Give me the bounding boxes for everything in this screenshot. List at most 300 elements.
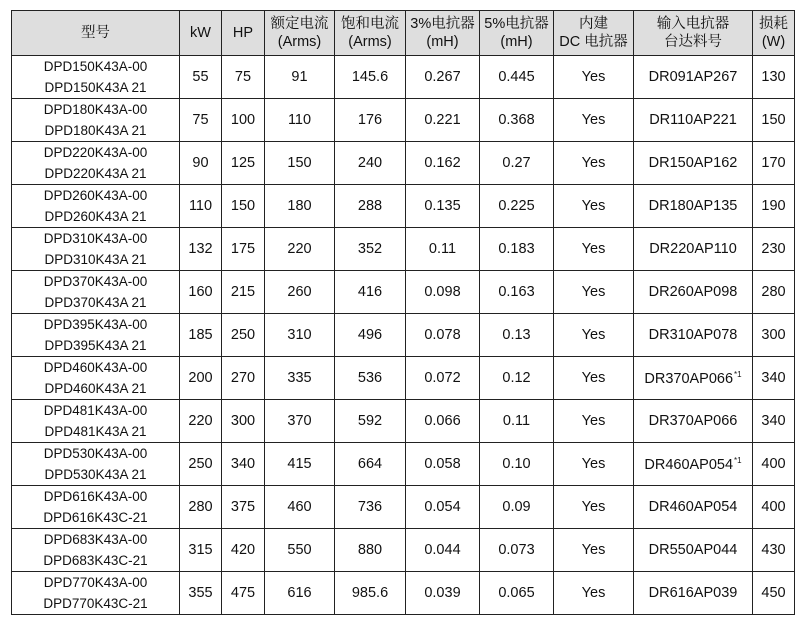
- cell-hp-value: 75: [234, 69, 252, 85]
- cell-kw-value: 110: [188, 198, 213, 214]
- cell-rated-current: [265, 99, 335, 142]
- cell-3pct-reactor-value: 0.11: [428, 241, 457, 257]
- cell-kw-value: 132: [188, 241, 213, 257]
- cell-loss: [753, 56, 795, 99]
- model-number: DPD150K43A 21: [44, 80, 147, 95]
- cell-builtin-dc: [554, 228, 634, 271]
- cell-rated-current-value: 110: [287, 112, 312, 128]
- header-text-line: 额定电流: [270, 16, 329, 32]
- cell-builtin-dc: [554, 185, 634, 228]
- cell-3pct-reactor-value: 0.135: [424, 198, 461, 214]
- header-kw: [180, 11, 222, 56]
- cell-part-number: [634, 185, 753, 228]
- cell-part-number: [634, 486, 753, 529]
- cell-3pct-reactor: [406, 314, 480, 357]
- cell-builtin-dc-value: Yes: [581, 198, 606, 214]
- cell-builtin-dc: [554, 142, 634, 185]
- cell-loss: [753, 529, 795, 572]
- cell-saturation-current-value: 496: [357, 327, 383, 343]
- cell-part-number-value: DR091AP267: [648, 69, 738, 85]
- cell-loss-value: 450: [761, 585, 786, 601]
- cell-hp: [222, 572, 265, 615]
- cell-model: [12, 572, 180, 615]
- cell-kw-value: 75: [192, 112, 209, 128]
- cell-model: [12, 529, 180, 572]
- cell-kw-value: 315: [188, 542, 213, 558]
- cell-saturation-current-value: 592: [357, 413, 383, 429]
- cell-saturation-current: [335, 400, 406, 443]
- model-number: DPD370K43A 21: [44, 295, 147, 310]
- cell-part-number-value: DR310AP078: [648, 327, 738, 343]
- model-number: DPD683K43A-00: [43, 532, 148, 547]
- cell-kw: [180, 443, 222, 486]
- cell-loss-value: 130: [761, 69, 786, 85]
- cell-hp-value: 300: [230, 413, 256, 429]
- model-number: DPD616K43A-00: [43, 489, 148, 504]
- cell-model: [12, 486, 180, 529]
- header-row: [12, 11, 795, 56]
- cell-kw-value: 220: [188, 413, 213, 429]
- cell-model: [12, 99, 180, 142]
- cell-5pct-reactor-value: 0.09: [502, 499, 531, 515]
- cell-3pct-reactor: [406, 56, 480, 99]
- header-text-line: DC 电抗器: [559, 34, 628, 50]
- cell-saturation-current: [335, 56, 406, 99]
- table-row: [12, 56, 795, 99]
- cell-saturation-current-value: 536: [357, 370, 383, 386]
- cell-saturation-current-value: 288: [357, 198, 383, 214]
- cell-kw-value: 280: [188, 499, 213, 515]
- cell-kw-value: 200: [188, 370, 213, 386]
- cell-saturation-current-value: 176: [357, 112, 383, 128]
- cell-builtin-dc-value: Yes: [581, 370, 606, 386]
- cell-hp: [222, 529, 265, 572]
- cell-kw-value: 355: [188, 585, 213, 601]
- cell-5pct-reactor-value: 0.27: [502, 155, 531, 171]
- model-number: DPD310K43A 21: [44, 252, 147, 267]
- cell-3pct-reactor-value: 0.098: [424, 284, 461, 300]
- model-number: DPD180K43A 21: [44, 123, 147, 138]
- cell-model: [12, 400, 180, 443]
- cell-part-number: [634, 271, 753, 314]
- cell-3pct-reactor-value: 0.039: [424, 585, 461, 601]
- model-number: DPD530K43A 21: [44, 467, 147, 482]
- cell-rated-current-value: 310: [287, 327, 312, 343]
- cell-saturation-current-value: 664: [357, 456, 383, 472]
- cell-kw: [180, 99, 222, 142]
- cell-builtin-dc: [554, 529, 634, 572]
- cell-loss-value: 230: [761, 241, 786, 257]
- cell-hp: [222, 314, 265, 357]
- cell-builtin-dc-value: Yes: [581, 499, 606, 515]
- cell-part-number-value: DR460AP054: [648, 499, 738, 515]
- cell-rated-current: [265, 443, 335, 486]
- model-number: DPD460K43A 21: [44, 381, 147, 396]
- header-text-line: 内建: [579, 16, 608, 32]
- cell-builtin-dc-value: Yes: [581, 456, 606, 472]
- cell-5pct-reactor: [480, 529, 554, 572]
- cell-saturation-current: [335, 185, 406, 228]
- cell-part-number-value: DR616AP039: [648, 585, 738, 601]
- cell-3pct-reactor: [406, 99, 480, 142]
- cell-rated-current-value: 150: [287, 155, 312, 171]
- cell-hp: [222, 185, 265, 228]
- reactor-spec-table: [11, 10, 795, 615]
- cell-3pct-reactor-value: 0.058: [424, 456, 461, 472]
- cell-saturation-current-value: 240: [357, 155, 383, 171]
- table-row: [12, 314, 795, 357]
- cell-saturation-current: [335, 271, 406, 314]
- cell-hp: [222, 443, 265, 486]
- table-row: [12, 443, 795, 486]
- cell-part-number-value: DR150AP162: [648, 155, 738, 171]
- cell-5pct-reactor: [480, 443, 554, 486]
- cell-hp-value: 375: [230, 499, 256, 515]
- cell-rated-current: [265, 185, 335, 228]
- cell-hp-value: 250: [230, 327, 256, 343]
- cell-part-number-value: DR370AP066: [648, 413, 738, 429]
- cell-loss: [753, 572, 795, 615]
- header-text-line: 5%电抗器: [484, 16, 549, 32]
- cell-5pct-reactor: [480, 228, 554, 271]
- cell-kw: [180, 486, 222, 529]
- header-builtin-dc-reactor: [554, 11, 634, 56]
- header-input-reactor-part: [634, 11, 753, 56]
- cell-part-number: [634, 400, 753, 443]
- cell-rated-current-value: 335: [287, 370, 312, 386]
- cell-rated-current: [265, 486, 335, 529]
- cell-rated-current: [265, 142, 335, 185]
- cell-rated-current: [265, 56, 335, 99]
- cell-saturation-current: [335, 142, 406, 185]
- cell-saturation-current-value: 416: [357, 284, 383, 300]
- cell-builtin-dc: [554, 99, 634, 142]
- cell-loss-value: 400: [761, 499, 786, 515]
- cell-saturation-current: [335, 357, 406, 400]
- header-text-line: 饱和电流: [341, 16, 399, 32]
- table-row: [12, 486, 795, 529]
- header-text-line: 型号: [81, 25, 110, 41]
- cell-rated-current: [265, 271, 335, 314]
- cell-hp-value: 125: [230, 155, 256, 171]
- cell-model: [12, 228, 180, 271]
- header-text-line: 输入电抗器: [656, 16, 730, 32]
- cell-model: [12, 56, 180, 99]
- cell-saturation-current: [335, 486, 406, 529]
- cell-5pct-reactor-value: 0.183: [498, 241, 535, 257]
- cell-3pct-reactor: [406, 271, 480, 314]
- cell-3pct-reactor-value: 0.221: [424, 112, 461, 128]
- table-row: [12, 357, 795, 400]
- table-row: [12, 185, 795, 228]
- cell-saturation-current-value: 145.6: [351, 69, 389, 85]
- cell-rated-current: [265, 228, 335, 271]
- model-number: DPD220K43A-00: [43, 145, 148, 160]
- cell-hp: [222, 56, 265, 99]
- cell-rated-current-value: 460: [287, 499, 312, 515]
- cell-5pct-reactor: [480, 572, 554, 615]
- cell-3pct-reactor: [406, 142, 480, 185]
- model-number: DPD260K43A 21: [44, 209, 147, 224]
- cell-kw: [180, 529, 222, 572]
- cell-loss-value: 340: [761, 413, 786, 429]
- table-row: [12, 572, 795, 615]
- cell-5pct-reactor: [480, 185, 554, 228]
- cell-hp-value: 100: [230, 112, 256, 128]
- cell-rated-current: [265, 314, 335, 357]
- cell-loss-value: 430: [761, 542, 786, 558]
- cell-builtin-dc: [554, 56, 634, 99]
- cell-part-number: [634, 228, 753, 271]
- cell-loss: [753, 443, 795, 486]
- cell-rated-current-value: 220: [287, 241, 312, 257]
- header-text-line: (Arms): [348, 34, 392, 50]
- cell-5pct-reactor-value: 0.073: [498, 542, 535, 558]
- cell-hp-value: 270: [230, 370, 256, 386]
- cell-builtin-dc-value: Yes: [581, 241, 606, 257]
- header-text-line: (mH): [426, 34, 459, 50]
- cell-part-number: [634, 357, 753, 400]
- cell-model: [12, 357, 180, 400]
- cell-3pct-reactor-value: 0.072: [424, 370, 461, 386]
- cell-saturation-current: [335, 443, 406, 486]
- header-text-line: (W): [761, 34, 786, 50]
- header-text-line: HP: [232, 25, 254, 41]
- header-hp: [222, 11, 265, 56]
- cell-hp: [222, 486, 265, 529]
- cell-model: [12, 185, 180, 228]
- cell-part-number-value: DR260AP098: [648, 284, 738, 300]
- cell-kw: [180, 400, 222, 443]
- header-text-line: (Arms): [277, 34, 322, 50]
- header-text-line: 3%电抗器: [410, 16, 475, 32]
- cell-rated-current-value: 180: [287, 198, 312, 214]
- cell-saturation-current: [335, 314, 406, 357]
- cell-rated-current-value: 91: [291, 69, 308, 85]
- cell-part-number: [634, 99, 753, 142]
- cell-5pct-reactor: [480, 142, 554, 185]
- cell-builtin-dc-value: Yes: [581, 284, 606, 300]
- cell-builtin-dc: [554, 486, 634, 529]
- header-3pct-reactor: [406, 11, 480, 56]
- cell-builtin-dc-value: Yes: [581, 413, 606, 429]
- cell-part-number: [634, 443, 753, 486]
- cell-3pct-reactor: [406, 572, 480, 615]
- cell-loss-value: 190: [761, 198, 786, 214]
- header-text-line: 台达料号: [664, 34, 722, 50]
- footnote-marker: *1: [734, 455, 742, 465]
- cell-kw-value: 160: [188, 284, 213, 300]
- model-number: DPD616K43C-21: [43, 510, 148, 525]
- cell-part-number-value: DR370AP066: [644, 370, 734, 387]
- model-number: DPD395K43A-00: [43, 317, 148, 332]
- cell-hp-value: 475: [230, 585, 256, 601]
- cell-5pct-reactor: [480, 99, 554, 142]
- cell-builtin-dc-value: Yes: [581, 542, 606, 558]
- cell-loss: [753, 142, 795, 185]
- cell-part-number-value: DR460AP054: [644, 456, 734, 473]
- header-text-line: 损耗: [759, 16, 788, 32]
- cell-5pct-reactor-value: 0.13: [502, 327, 531, 343]
- cell-3pct-reactor: [406, 529, 480, 572]
- cell-5pct-reactor-value: 0.163: [498, 284, 535, 300]
- cell-5pct-reactor-value: 0.10: [502, 456, 531, 472]
- footnote-marker: *1: [734, 369, 742, 379]
- cell-builtin-dc: [554, 400, 634, 443]
- cell-kw: [180, 142, 222, 185]
- cell-part-number-value: DR220AP110: [649, 241, 737, 257]
- cell-3pct-reactor-value: 0.162: [424, 155, 461, 171]
- cell-part-number-value: DR110AP221: [649, 112, 737, 128]
- cell-saturation-current: [335, 99, 406, 142]
- table-row: [12, 99, 795, 142]
- table-row: [12, 529, 795, 572]
- cell-saturation-current-value: 985.6: [351, 585, 389, 601]
- cell-5pct-reactor-value: 0.12: [502, 370, 531, 386]
- cell-3pct-reactor-value: 0.267: [424, 69, 461, 85]
- cell-loss-value: 300: [761, 327, 786, 343]
- cell-kw: [180, 314, 222, 357]
- model-number: DPD220K43A 21: [44, 166, 147, 181]
- cell-saturation-current: [335, 228, 406, 271]
- cell-hp: [222, 228, 265, 271]
- table-row: [12, 271, 795, 314]
- cell-kw-value: 90: [192, 155, 209, 171]
- model-number: DPD370K43A-00: [43, 274, 148, 289]
- cell-part-number: [634, 314, 753, 357]
- cell-loss-value: 170: [761, 155, 786, 171]
- cell-loss: [753, 185, 795, 228]
- cell-3pct-reactor-value: 0.078: [424, 327, 461, 343]
- cell-hp-value: 420: [230, 542, 256, 558]
- cell-builtin-dc-value: Yes: [581, 69, 606, 85]
- model-number: DPD481K43A-00: [43, 403, 148, 418]
- cell-builtin-dc: [554, 443, 634, 486]
- cell-hp-value: 175: [230, 241, 256, 257]
- cell-part-number: [634, 142, 753, 185]
- model-number: DPD530K43A-00: [43, 446, 148, 461]
- cell-kw: [180, 357, 222, 400]
- cell-5pct-reactor-value: 0.11: [502, 413, 531, 429]
- cell-5pct-reactor-value: 0.225: [498, 198, 535, 214]
- cell-rated-current-value: 415: [287, 456, 312, 472]
- cell-5pct-reactor: [480, 486, 554, 529]
- cell-part-number: [634, 529, 753, 572]
- cell-kw-value: 250: [188, 456, 213, 472]
- table-row: [12, 400, 795, 443]
- cell-kw: [180, 56, 222, 99]
- cell-kw-value: 55: [192, 69, 209, 85]
- model-number: DPD683K43C-21: [43, 553, 148, 568]
- cell-saturation-current: [335, 529, 406, 572]
- cell-part-number: [634, 572, 753, 615]
- model-number: DPD770K43C-21: [43, 596, 148, 611]
- cell-builtin-dc: [554, 271, 634, 314]
- cell-5pct-reactor: [480, 271, 554, 314]
- cell-rated-current-value: 616: [287, 585, 312, 601]
- cell-3pct-reactor: [406, 486, 480, 529]
- cell-hp-value: 150: [230, 198, 256, 214]
- cell-rated-current: [265, 357, 335, 400]
- cell-3pct-reactor: [406, 443, 480, 486]
- cell-loss-value: 280: [761, 284, 786, 300]
- cell-hp: [222, 271, 265, 314]
- cell-loss: [753, 400, 795, 443]
- cell-model: [12, 142, 180, 185]
- cell-3pct-reactor-value: 0.066: [424, 413, 461, 429]
- cell-3pct-reactor: [406, 228, 480, 271]
- header-text-line: kW: [190, 25, 211, 41]
- table-body: [12, 56, 795, 615]
- cell-rated-current: [265, 400, 335, 443]
- cell-kw: [180, 271, 222, 314]
- cell-hp: [222, 99, 265, 142]
- cell-5pct-reactor: [480, 56, 554, 99]
- cell-3pct-reactor: [406, 185, 480, 228]
- cell-hp-value: 340: [230, 456, 256, 472]
- header-text-line: (mH): [500, 34, 533, 50]
- header-model: [12, 11, 180, 56]
- model-number: DPD481K43A 21: [44, 424, 147, 439]
- cell-hp: [222, 142, 265, 185]
- cell-saturation-current-value: 352: [357, 241, 383, 257]
- cell-3pct-reactor-value: 0.054: [424, 499, 461, 515]
- cell-saturation-current: [335, 572, 406, 615]
- cell-loss: [753, 99, 795, 142]
- cell-loss-value: 340: [761, 370, 786, 386]
- cell-builtin-dc: [554, 357, 634, 400]
- cell-5pct-reactor: [480, 400, 554, 443]
- cell-3pct-reactor: [406, 357, 480, 400]
- cell-5pct-reactor-value: 0.065: [498, 585, 535, 601]
- cell-part-number-value: DR550AP044: [648, 542, 738, 558]
- cell-builtin-dc-value: Yes: [581, 155, 606, 171]
- cell-loss: [753, 486, 795, 529]
- cell-kw-value: 185: [188, 327, 213, 343]
- cell-model: [12, 314, 180, 357]
- cell-builtin-dc-value: Yes: [581, 585, 606, 601]
- header-rated-current: [265, 11, 335, 56]
- cell-rated-current: [265, 572, 335, 615]
- model-number: DPD150K43A-00: [43, 59, 148, 74]
- cell-model: [12, 443, 180, 486]
- model-number: DPD460K43A-00: [43, 360, 148, 375]
- cell-kw: [180, 572, 222, 615]
- table-row: [12, 142, 795, 185]
- cell-5pct-reactor-value: 0.368: [498, 112, 535, 128]
- cell-rated-current-value: 370: [287, 413, 312, 429]
- model-number: DPD395K43A 21: [44, 338, 147, 353]
- cell-3pct-reactor: [406, 400, 480, 443]
- model-number: DPD260K43A-00: [43, 188, 148, 203]
- cell-loss: [753, 357, 795, 400]
- cell-5pct-reactor-value: 0.445: [498, 69, 535, 85]
- cell-part-number-value: DR180AP135: [648, 198, 738, 214]
- header-loss: [753, 11, 795, 56]
- table-row: [12, 228, 795, 271]
- cell-rated-current-value: 550: [287, 542, 312, 558]
- cell-loss: [753, 228, 795, 271]
- cell-hp: [222, 357, 265, 400]
- cell-5pct-reactor: [480, 314, 554, 357]
- cell-3pct-reactor-value: 0.044: [424, 542, 461, 558]
- model-number: DPD770K43A-00: [43, 575, 148, 590]
- cell-rated-current: [265, 529, 335, 572]
- cell-part-number: [634, 56, 753, 99]
- cell-builtin-dc-value: Yes: [581, 327, 606, 343]
- cell-rated-current-value: 260: [287, 284, 312, 300]
- cell-loss-value: 400: [761, 456, 786, 472]
